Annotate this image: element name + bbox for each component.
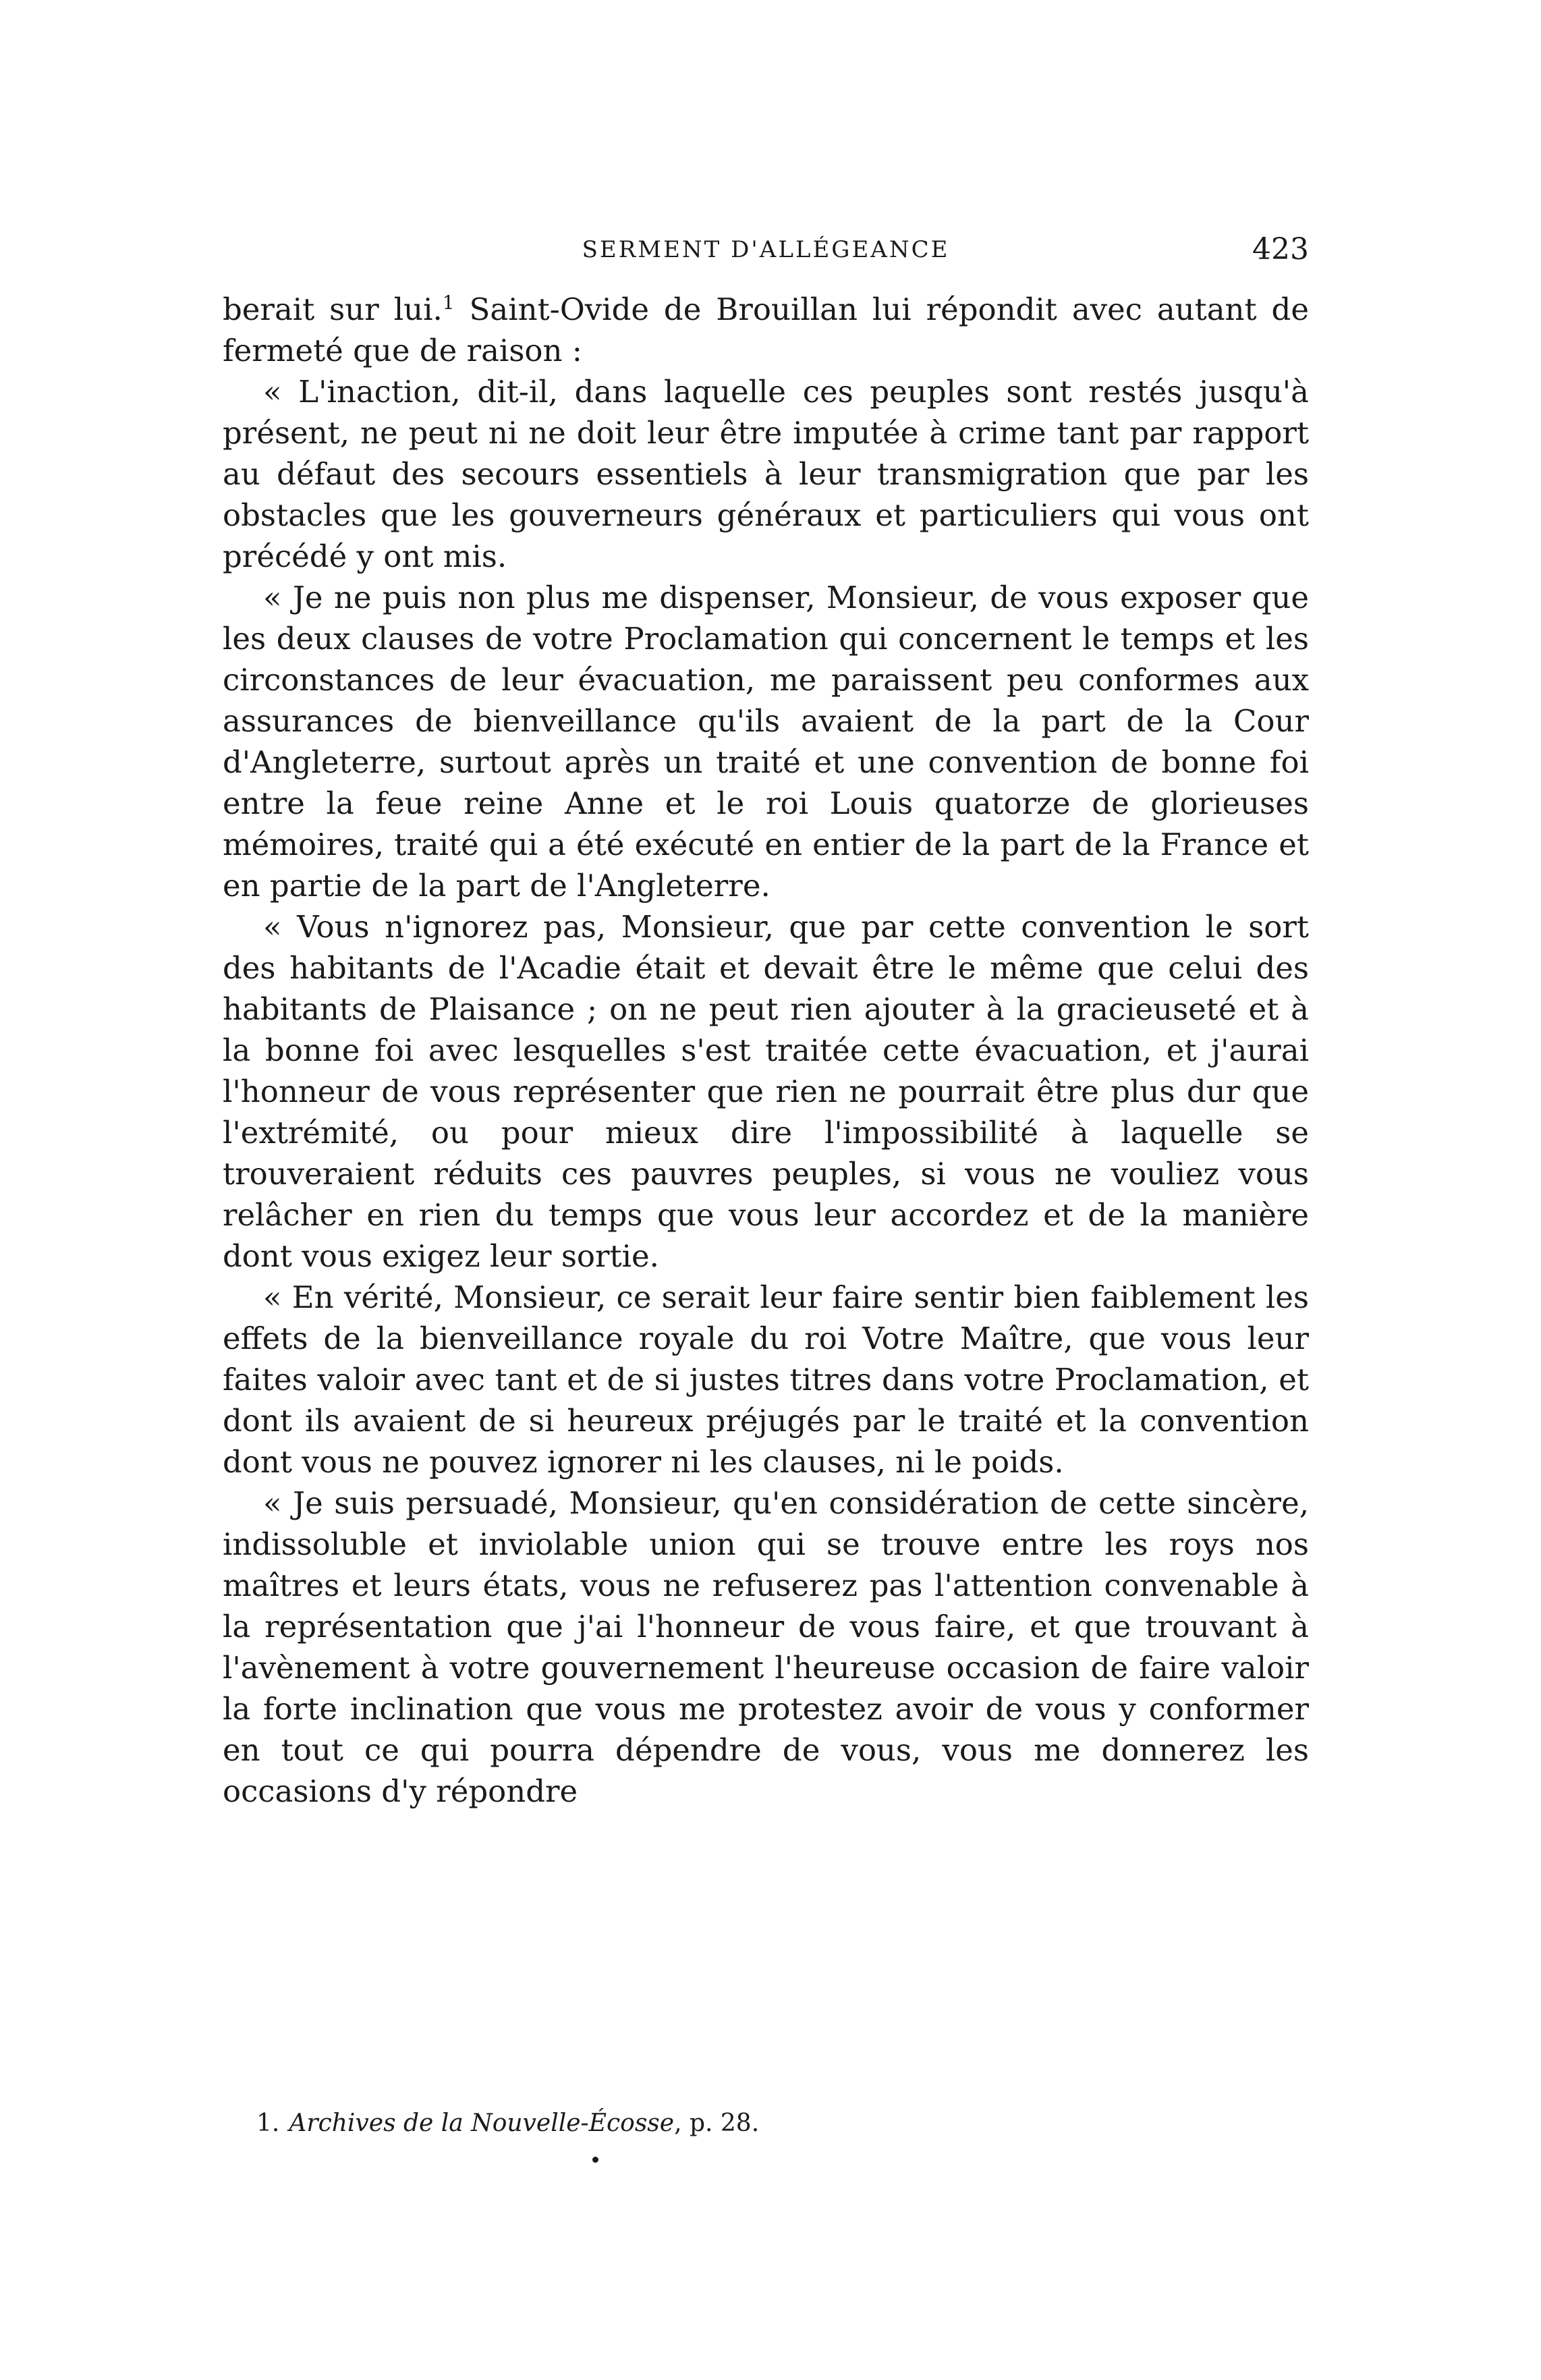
paragraph-2: « L'inaction, dit-il, dans laquelle ces peuples sont restés jusqu'à présent, ne peut ni ne doit leur être imputée à crime tant par rapport au défaut des secours essentiels à leur transmigration que par les obstacles que les gouverneurs généraux et particuliers qui vous ont précédé y ont mis. bbox=[223, 374, 1309, 574]
paragraph-6: « Je suis persuadé, Monsieur, qu'en considération de cette sincère, indissoluble et inviolable union qui se trouve entre les roys nos maîtres et leurs états, vous ne refuserez pas l'attention convenable à la représentation que j'ai l'honneur de vous faire, et que trouvant à l'avènement à votre gouvernement l'heureuse occasion de faire valoir la forte inclination que vous me protestez avoir de vous y conformer en tout ce qui pourra dépendre de vous, vous me donnerez les occasions d'y répondre bbox=[223, 1485, 1309, 1809]
footnote-page-ref: , p. 28. bbox=[674, 2109, 760, 2137]
page-number: 423 bbox=[1252, 232, 1309, 267]
paragraph-text: berait sur lui. bbox=[223, 292, 443, 327]
footnote-source-title: Archives de la Nouvelle-Écosse bbox=[289, 2109, 675, 2137]
footnote-reference: 1 bbox=[442, 292, 455, 314]
body-text bbox=[223, 289, 1309, 1812]
running-title: SERMENT D'ALLÉGEANCE bbox=[582, 236, 950, 263]
paragraph-5: « En vérité, Monsieur, ce serait leur faire sentir bien faiblement les effets de la bienveillance royale du roi Votre Maître, que vous leur faites valoir avec tant et de si justes titres dans votre Proclamation, et dont ils avaient de si heureux préjugés par le traité et la convention dont vous ne pouvez ignorer ni les clauses, ni le poids. bbox=[223, 1279, 1309, 1480]
footnote-number: 1. bbox=[256, 2109, 280, 2137]
paragraph-text: Saint-Ovide de Brouillan lui répondit avec autant de fermeté que de raison : bbox=[223, 292, 1309, 368]
printer-mark bbox=[592, 2157, 598, 2163]
page-header bbox=[223, 228, 1309, 275]
paragraph-1 bbox=[223, 289, 1309, 371]
paragraph-3: « Je ne puis non plus me dispenser, Monsieur, de vous exposer que les deux clauses de votre Proclamation qui concernent le temps et les circonstances de leur évacuation, me paraissent peu conformes aux assurances de bienveillance qu'ils avaient de la part de la Cour d'Angleterre, surtout après un traité et une convention de bonne foi entre la feue reine Anne et le roi Louis quatorze de glorieuses mémoires, traité qui a été exécuté en entier de la part de la France et en partie de la part de l'Angleterre. bbox=[223, 580, 1309, 904]
paragraph-4: « Vous n'ignorez pas, Monsieur, que par cette convention le sort des habitants de l'Acadie était et devait être le même que celui des habitants de Plaisance ; on ne peut rien ajouter à la gracieuseté et à la bonne foi avec lesquelles s'est traitée cette évacuation, et j'aurai l'honneur de vous représenter que rien ne pourrait être plus dur que l'extrémité, ou pour mieux dire l'impossibilité à laquelle se trouveraient réduits ces pauvres peuples, si vous ne vouliez vous relâcher en rien du temps que vous leur accordez et de la manière dont vous exigez leur sortie. bbox=[223, 909, 1309, 1274]
footnote bbox=[256, 2107, 759, 2140]
